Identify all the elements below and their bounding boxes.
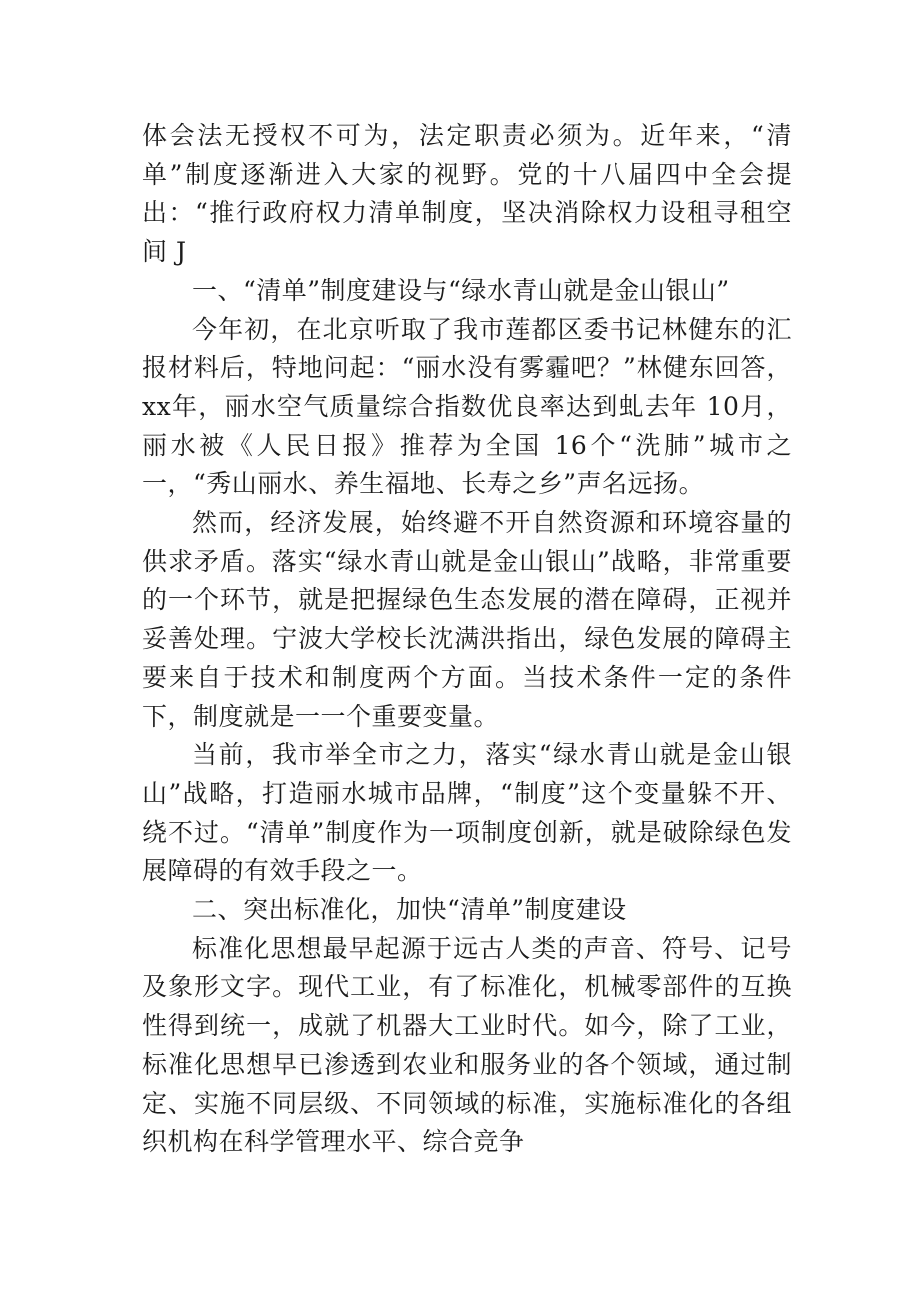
paragraph-continued: 体会法无授权不可为，法定职责必须为。近年来，“清单”制度逐渐进入大家的视野。党的十八届四中全会提出：“推行政府权力清单制度，坚决消除权力设租寻租空间 J bbox=[142, 121, 792, 267]
section-heading-2: 二、突出标准化，加快“清单”制度建设 bbox=[192, 895, 627, 925]
paragraph-current-strategy: 当前，我市举全市之力，落实“绿水青山就是金山银山”战略，打造丽水城市品牌，“制度”这个变量躲不开、绕不过。“清单”制度作为一项制度创新，就是破除绿色发展障碍的有效手段之一。 bbox=[142, 740, 792, 886]
document-body bbox=[142, 117, 792, 1162]
paragraph-economic-development: 然而，经济发展，始终避不开自然资源和环境容量的供求矛盾。落实“绿水青山就是金山银山”战略，非常重要的一个环节，就是把握绿色生态发展的潜在障碍，正视并妥善处理。宁波大学校长沈满洪指出，绿色发展的障碍主要来自于技术和制度两个方面。当技术条件一定的条件下，制度就是一一个重要变量。 bbox=[142, 508, 792, 731]
paragraph-lishui-air: 今年初，在北京听取了我市莲都区委书记林健东的汇报材料后，特地问起：“丽水没有雾霾吧？”林健东回答，xx年，丽水空气质量综合指数优良率达到虬去年 10月，丽水被《人民日报》推荐为全国 16个“洗肺”城市之一，“秀山丽水、养生福地、长寿之乡”声名远扬。 bbox=[142, 314, 792, 499]
paragraph-standardization: 标准化思想最早起源于远古人类的声音、符号、记号及象形文字。现代工业，有了标准化，机械零部件的互换性得到统一，成就了机器大工业时代。如今，除了工业，标准化思想早已渗透到农业和服务业的各个领域，通过制定、实施不同层级、不同领域的标准，实施标准化的各组织机构在科学管理水平、综合竞争 bbox=[142, 933, 792, 1157]
section-heading-1: 一、“清单”制度建设与“绿水青山就是金山银山” bbox=[192, 275, 730, 305]
